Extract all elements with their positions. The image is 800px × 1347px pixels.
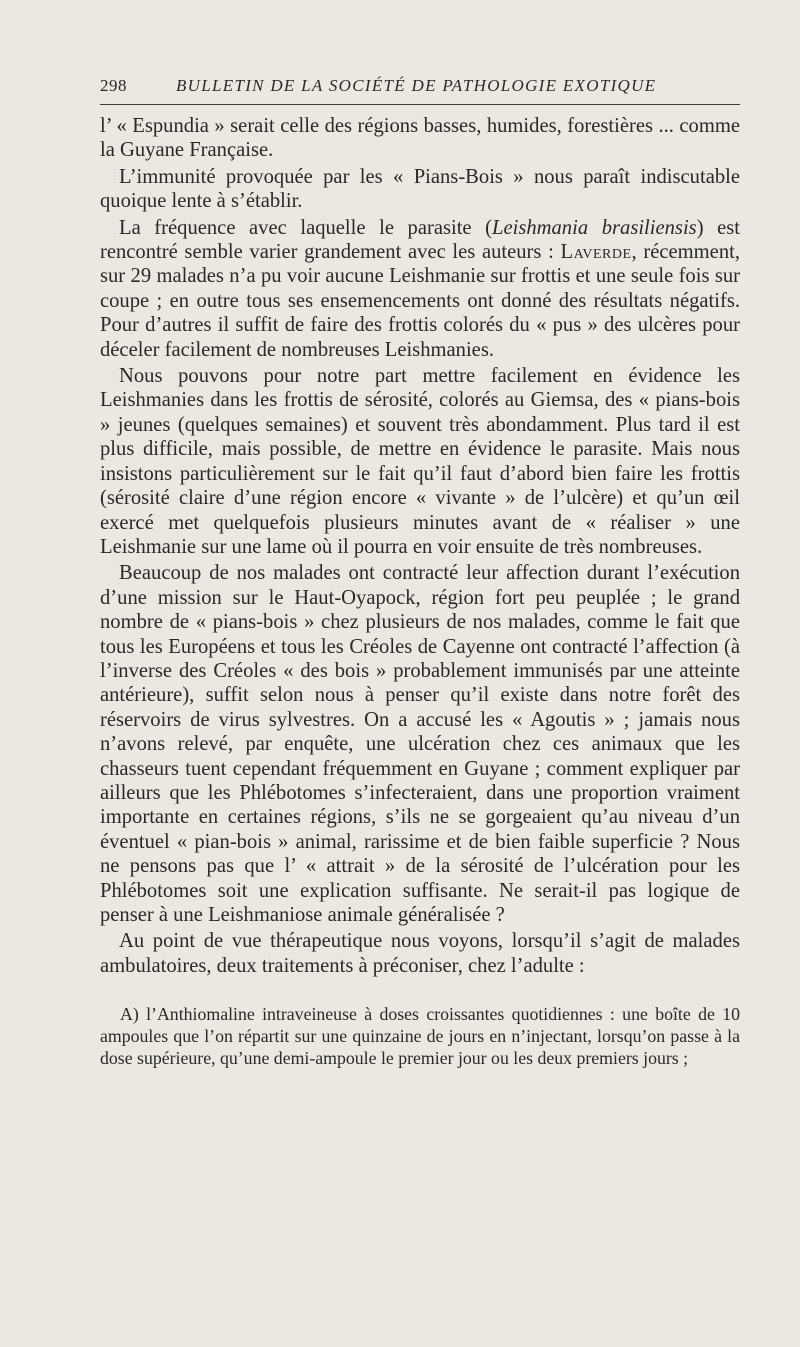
paragraph-frequence-start: La fréquence avec laquelle le parasite ( xyxy=(119,216,493,239)
page-header xyxy=(100,72,740,102)
author-name: Laverde xyxy=(560,241,632,264)
paragraph-frequence-end: , récemment, sur 29 malades n’a pu voir aucune Leishmanie sur frottis et une seule fois sur coupe ; en outre tous ses ensemencements ont donné des résultats négatifs. Pour d’autres il suffit de faire des frottis colorés du « pus » des ulcères pour déceler facilement de nombreuses Leishmanies. xyxy=(100,241,740,361)
running-title: BULLETIN DE LA SOCIÉTÉ DE PATHOLOGIE EXOTIQUE xyxy=(176,76,657,95)
paragraph-immunite: L’immunité provoquée par les « Pians-Bois » nous paraît indiscutable quoique lente à s’établir. xyxy=(100,165,740,213)
paragraph-frottis: Nous pouvons pour notre part mettre facilement en évidence les Leishmanies dans les frottis de sérosité, colorés au Giemsa, des « pians-bois » jeunes (quelques semaines) et souvent très abondamment. Plus tard il est plus difficile, mais possible, de mettre en évidence le parasite. Mais nous insistons particulièrement sur le fait qu’il faut d’abord bien faire les frottis (sérosité claire d’une région encore « vivante » de l’ulcère) et qu’un œil exercé met quelquefois plusieurs minutes avant de « réaliser » une Leishmanie sur une lame où il pourra en voir ensuite de très nombreuses. xyxy=(100,365,740,558)
paragraph-therapeutique: Au point de vue thérapeutique nous voyons, lorsqu’il s’agit de malades ambulatoires, deux traitements à préconiser, chez l’adulte : xyxy=(100,930,740,977)
header-rule xyxy=(100,104,740,105)
paragraph-frequence xyxy=(100,216,740,362)
body-text xyxy=(100,114,740,1070)
paragraph-frequence-middle: ) est rencontré semble varier grandement avec les auteurs : xyxy=(100,216,740,264)
treatment-note-a: A) l’Anthiomaline intraveineuse à doses croissantes quotidiennes : une boîte de 10 ampoules que l’on répartit sur une quinzaine de jours en n’injectant, lorsqu’on passe à la dose supérieure, qu’une demi-ampoule le premier jour ou les deux premiers jours ; xyxy=(100,1004,740,1068)
page-number: 298 xyxy=(100,76,127,95)
paragraph-espundia: l’ « Espundia » serait celle des régions basses, humides, forestières ... comme la Guyane Française. xyxy=(100,115,740,162)
species-name: Leishmania brasiliensis xyxy=(492,216,697,239)
paragraph-malades: Beaucoup de nos malades ont contracté leur affection durant l’exécution d’une mission sur le Haut-Oyapock, région fort peu peuplée ; le grand nombre de « pians-bois » chez plusieurs de nos malades, comme le fait que tous les Européens et tous les Créoles de Cayenne ont contracté l’affection (à l’inverse des Créoles « des bois » probablement immunisés par une atteinte antérieure), suffit selon nous à penser qu’il existe dans notre forêt des réservoirs de virus sylvestres. On a accusé les « Agoutis » ; jamais nous n’avons relevé, par enquête, une ulcération chez ces animaux que les chasseurs tuent cependant fréquemment en Guyane ; comment expliquer par ailleurs que les Phlébotomes s’infecteraient, dans une proportion vraiment importante en certaines régions, s’ils ne se gorgeaient qu’au niveau d’un éventuel « pian-bois » animal, rarissime et de bien faible superficie ? Nous ne pensons pas que l’ « attrait » de la sérosité de l’ulcération pour les Phlébotomes soit une explication suffisante. Ne serait-il pas logique de penser à une Leishmaniose animale généralisée ? xyxy=(100,562,740,926)
